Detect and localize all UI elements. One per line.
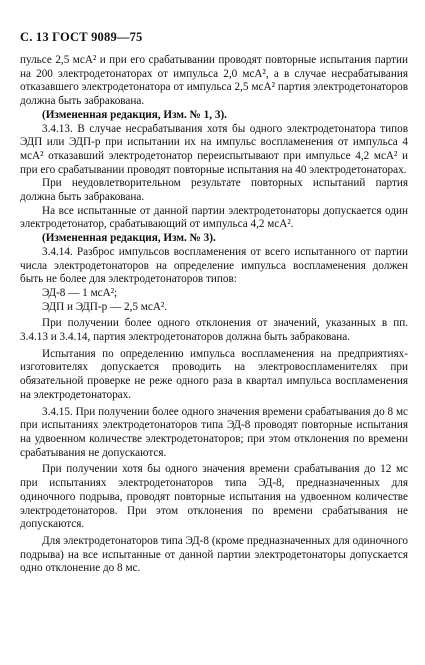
- amendment-note: (Измененная редакция, Изм. № 3).: [42, 232, 216, 245]
- paragraph: При получении хотя бы одного значения времени срабатывания до 12 мс при испытаниях электродетонаторов типа ЭД-8, предназначенных для одиночного подрыва, проводят повторные испытания на удвоенном количестве электродетонаторов. При этом отклонения по времени срабатывания не допускаются.: [20, 463, 408, 531]
- amendment-note: (Измененная редакция, Изм. № 1, 3).: [42, 108, 227, 121]
- paragraph: ЭД-8 — 1 мсА²;: [42, 286, 118, 299]
- paragraph: При получении более одного отклонения от значений, указанных в пп. 3.4.13 и 3.4.14, партия электродетонаторов должна быть забракована.: [20, 317, 408, 344]
- paragraph: Испытания по определению импульса воспламенения на предприятиях-изготовителях допускается проводить на электровоспламенителях при обязательной проверке не реже одного раза в квартал импульса воспламенения на электродетонаторах.: [20, 347, 408, 401]
- paragraph: ЭДП и ЭДП-р — 2,5 мсА².: [42, 300, 168, 313]
- paragraph: На все испытанные от данной партии электродетонаторы допускается один электродетонатор, срабатывающий от импульса 4,2 мсА².: [20, 204, 408, 231]
- document-page: [20, 30, 408, 576]
- page-header: С. 13 ГОСТ 9089—75: [20, 30, 143, 44]
- paragraph: При неудовлетворительном результате повторных испытаний партия должна быть забракована.: [20, 177, 408, 204]
- document-body: [20, 54, 408, 576]
- paragraph: Для электродетонаторов типа ЭД-8 (кроме предназначенных для одиночного подрыва) на все испытанные от данной партии электродетонаторы допускается одно отклонение до 8 мс.: [20, 534, 408, 575]
- paragraph: 3.4.13. В случае несрабатывания хотя бы одного электродетонатора типов ЭДП или ЭДП-р при испытании их на импульс воспламенения от импульса 4 мсА² отказавший электродетонатор переиспытывают при импульсе 4,2 мсА² и при его срабатывании проводят повторные испытания на 40 электродетонаторах.: [20, 122, 408, 176]
- paragraph: 3.4.15. При получении более одного значения времени срабатывания до 8 мс при испытаниях электродетонаторов типа ЭД-8 проводят повторные испытания на удвоенном количестве электродетонаторов; при этом отклонения по времени срабатывания не допускаются.: [20, 405, 408, 459]
- paragraph: пульсе 2,5 мсА² и при его срабатывании проводят повторные испытания партии на 200 электродетонаторах от импульса 2,0 мсА², а в случае несрабатывания отказавшего электродетонатора от импульса 2,5 мсА² партия электродетонаторов должна быть забракована.: [20, 54, 408, 108]
- paragraph: 3.4.14. Разброс импульсов воспламенения от всего испытанного от партии числа электродетонаторов на определение импульса воспламенения должен быть не более для электродетонаторов типов:: [20, 245, 408, 286]
